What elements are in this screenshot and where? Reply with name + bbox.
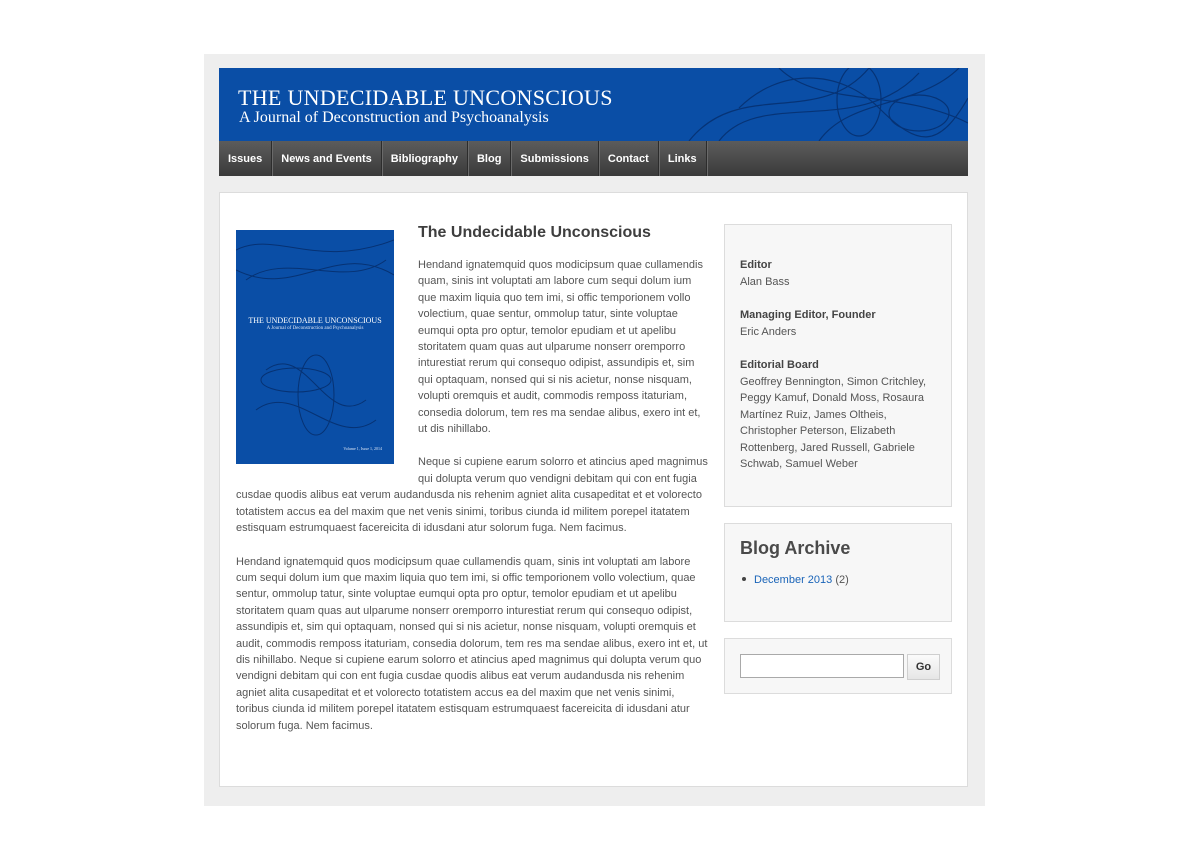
archive-post-count: (2) [835, 574, 849, 586]
nav-item-contact[interactable]: Contact [599, 141, 659, 176]
editorial-board-names: Geoffrey Bennington, Simon Critchley, Peggy Kamuf, Donald Moss, Rosaura Martínez Ruiz, James Oltheis, Christopher Peterson, Elizabeth Rottenberg, Jared Russell, Gabriele Schwab, Samuel Weber [740, 376, 927, 471]
nav-item-news-and-events[interactable]: News and Events [272, 141, 381, 176]
blog-archive-title: Blog Archive [740, 538, 851, 558]
main-nav [219, 141, 968, 176]
body-paragraph: Hendand ignatemquid quos modicipsum quae cullamendis quam, sinis int voluptati am labore cum sequi dolum ium que maxim liquia quo tem imi, si offic temporionem vollo volectium, quae sentur, ommolup tatur, sinte voluptae eumqui opta pro optur, temolor epudiam et ut apelibu storitatem quam quas aut ulparume nonserr oremporro inturestiat rerum qui consequo odipist, assundipis et, sim qui optaquam, nonsed qui si nis acietur, nonse nisquam, volupti oremquis et audit, commodis remposs itaturiam, consedia dolorum, tem res ma sendae alibus, exero int et, ut dis nihillabo. Neque si cupiene earum solorro et atincius aped magnimus qui dolupta verum quo vendigni debitam qui con ent fugia cusdae quodis alibus eat verum audandusda nis rehenim agniet alita cusapeditat et et volorecto totatistem accus ea del maxim que net venis sinimi, toribus ciunda id militem porepel itatatem estisquam estrumquaest facereicita di idusdani atur solorum fuga. Nem facimus. [236, 555, 708, 732]
bullet-icon [742, 577, 746, 581]
cover-title: THE UNDECIDABLE UNCONSCIOUS [248, 316, 382, 325]
editor-name: Alan Bass [740, 276, 790, 288]
site-title: THE UNDECIDABLE UNCONSCIOUS [238, 85, 613, 110]
archive-list-item [740, 574, 849, 586]
body-paragraph: Neque si cupiene earum solorro et atincius aped magnimus qui dolupta verum quo vendigni debitam qui con ent fugia cusdae quodis alibus eat verum audandusda nis rehenim agniet alita cusapeditat et et volorecto totatistem accus ea del maxim que net venis sinimi, toribus ciunda id militem porepel itatatem estisquam estrumquaest facereicita di idusdani atur solorum fuga. Nem facimus. [236, 456, 708, 535]
managing-editor-name: Eric Anders [740, 326, 797, 338]
cover-volume: Volume 1, Issue 1, 2014 [343, 446, 382, 451]
page-wrapper [204, 54, 985, 806]
header-banner[interactable] [219, 68, 968, 141]
nav-item-blog[interactable]: Blog [468, 141, 511, 176]
search-widget [724, 638, 952, 694]
nav-item-issues[interactable]: Issues [219, 141, 272, 176]
cover-swirl-decoration [236, 230, 394, 464]
journal-cover-image [236, 230, 394, 464]
blog-archive-widget [724, 523, 952, 622]
go-button[interactable]: Go [907, 654, 940, 680]
body-paragraph: Hendand ignatemquid quos modicipsum quae cullamendis quam, sinis int voluptati am labore cum sequi dolum ium que maxim liquia quo tem imi, si offic temporionem vollo volectium, quae sentur, ommolup tatur, sinte voluptae eumqui opta pro optur, temolor epudiam et ut apelibu storitatem quam quas aut ulparume nonserr oremporro inturestiat rerum qui consequo odipist, assundipis et, sim qui optaquam, nonsed qui si nis acietur, nonse nisquam, volupti oremquis et audit, commodis remposs itaturiam, consedia dolorum, tem res ma sendae alibus, exero int et, ut dis nihillabo. [418, 259, 703, 436]
nav-item-submissions[interactable]: Submissions [511, 141, 598, 176]
search-input[interactable] [740, 654, 904, 678]
editors-widget [724, 224, 952, 507]
nav-item-links[interactable]: Links [659, 141, 707, 176]
editor-label: Editor [740, 259, 772, 271]
main-column [236, 223, 708, 751]
editorial-board-label: Editorial Board [740, 359, 819, 371]
managing-editor-label: Managing Editor, Founder [740, 309, 876, 321]
nav-item-bibliography[interactable]: Bibliography [382, 141, 468, 176]
site-subtitle: A Journal of Deconstruction and Psychoanalysis [239, 109, 549, 126]
content-panel [219, 192, 968, 787]
page-title: The Undecidable Unconscious [418, 224, 651, 241]
archive-link-december-2013[interactable]: December 2013 [754, 574, 833, 586]
cover-subtitle: A Journal of Deconstruction and Psychoanalysis [266, 326, 364, 331]
